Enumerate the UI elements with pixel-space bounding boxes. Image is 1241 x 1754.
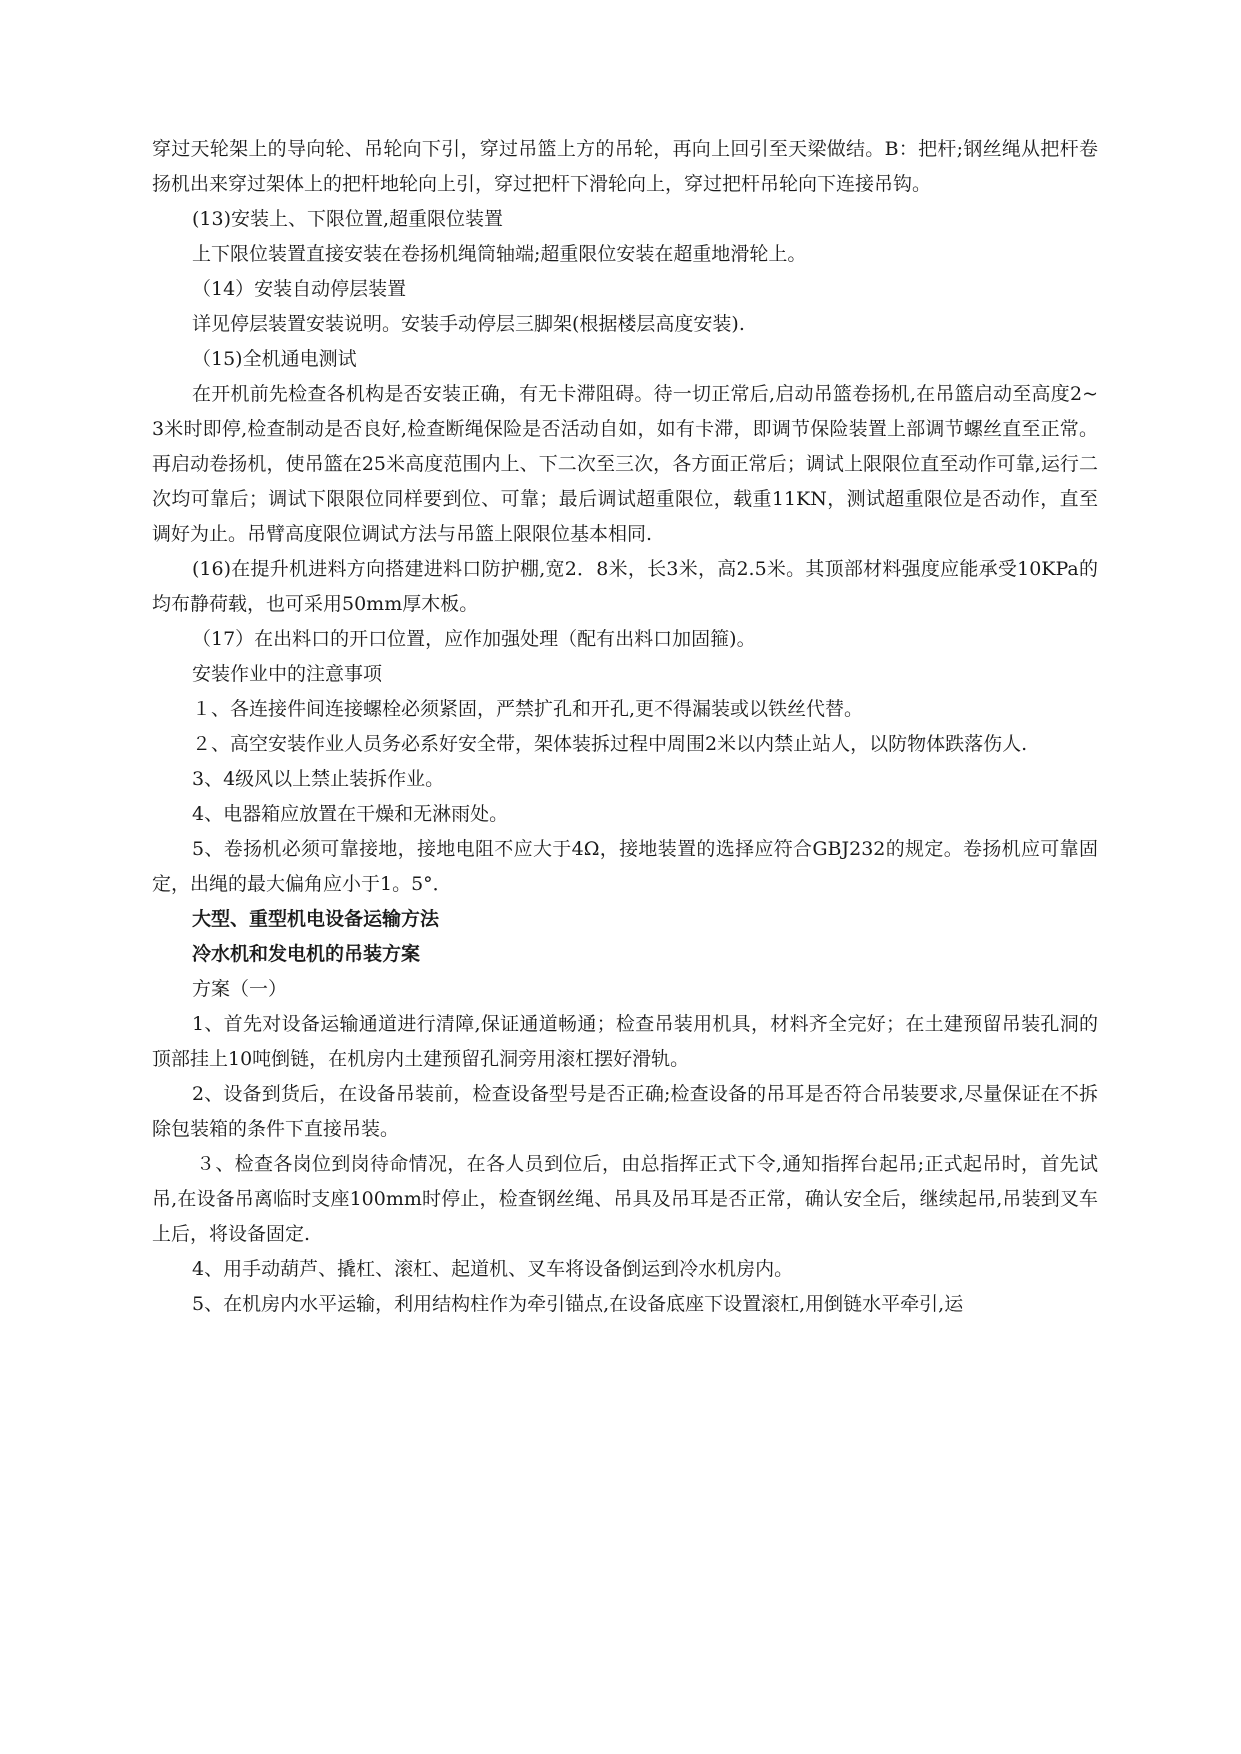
paragraph-note-5: 5、卷扬机必须可靠接地，接地电阻不应大于4Ω，接地装置的选择应符合GBJ232的规定。卷扬机应可靠固定，出绳的最大偏角应小于1。5°．	[152, 838, 1098, 895]
paragraph-protective-shed: (16)在提升机进料方向搭建进料口防护棚,宽2．8米，长3米，高2.5米。其顶部材料强度应能承受10KPa的均布静荷载，也可采用50mm厚木板。	[152, 558, 1098, 615]
paragraph-auto-stop-title: （14）安装自动停层装置	[192, 278, 407, 300]
paragraph-power-test-title: （15)全机通电测试	[192, 348, 357, 370]
paragraph-power-test: 在开机前先检查各机构是否安装正确，有无卡滞阻碍。待一切正常后,启动吊篮卷扬机,在吊篮启动至高度2~3米时即停,检查制动是否良好,检查断绳保险是否活动自如，如有卡滞，即调节保险装置上部调节螺丝直至正常。再启动卷扬机，使吊篮在25米高度范围内上、下二次至三次，各方面正常后；调试上限限位直至动作可靠,运行二次均可靠后；调试下限限位同样要到位、可靠；最后调试超重限位，载重11KN，测试超重限位是否动作，直至调好为止。吊臂高度限位调试方法与吊篮上限限位基本相同.	[152, 383, 1098, 545]
paragraph-plan-step-5: 5、在机房内水平运输，利用结构柱作为牵引锚点,在设备底座下设置滚杠,用倒链水平牵引,运	[192, 1293, 964, 1315]
document-page	[152, 132, 1098, 1322]
paragraph-note-1: １、各连接件间连接螺栓必须紧固，严禁扩孔和开孔,更不得漏装或以铁丝代替。	[192, 698, 864, 720]
paragraph-note-4: 4、电器箱应放置在干燥和无淋雨处。	[192, 803, 509, 825]
paragraph-outlet-reinforce: （17）在出料口的开口位置，应作加强处理（配有出料口加固箍)。	[192, 628, 756, 650]
heading-lifting-plan: 冷水机和发电机的吊装方案	[192, 943, 421, 965]
paragraph-hoist-rope: 穿过天轮架上的导向轮、吊轮向下引，穿过吊篮上方的吊轮，再向上回引至天梁做结。B：把杆;钢丝绳从把杆卷扬机出来穿过架体上的把杆地轮向上引，穿过把杆下滑轮向上，穿过把杆吊轮向下连接吊钩。	[152, 138, 1098, 195]
paragraph-note-3: 3、4级风以上禁止装拆作业。	[192, 768, 445, 790]
paragraph-limit-device: 上下限位装置直接安装在卷扬机绳筒轴端;超重限位安装在超重地滑轮上。	[192, 243, 807, 265]
heading-transport-method: 大型、重型机电设备运输方法	[192, 908, 440, 930]
paragraph-note-2: ２、高空安装作业人员务必系好安全带，架体装拆过程中周围2米以内禁止站人，以防物体跌落伤人.	[192, 733, 1028, 755]
paragraph-auto-stop: 详见停层装置安装说明。安装手动停层三脚架(根据楼层高度安装).	[192, 313, 745, 335]
paragraph-plan-step-4: 4、用手动葫芦、撬杠、滚杠、起道机、叉车将设备倒运到冷水机房内。	[192, 1258, 794, 1280]
paragraph-notes-title: 安装作业中的注意事项	[192, 663, 383, 685]
paragraph-plan-step-2: 2、设备到货后，在设备吊装前，检查设备型号是否正确;检查设备的吊耳是否符合吊装要求,尽量保证在不拆除包装箱的条件下直接吊装。	[152, 1083, 1098, 1140]
paragraph-limit-device-title: (13)安装上、下限位置,超重限位装置	[192, 208, 504, 230]
paragraph-plan-step-1: 1、首先对设备运输通道进行清障,保证通道畅通；检查吊装用机具，材料齐全完好；在土建预留吊装孔洞的顶部挂上10吨倒链，在机房内土建预留孔洞旁用滚杠摆好滑轨。	[152, 1013, 1098, 1070]
paragraph-plan-one-title: 方案（一）	[192, 978, 288, 1000]
paragraph-plan-step-3: ３、检查各岗位到岗待命情况，在各人员到位后，由总指挥正式下令,通知指挥台起吊;正式起吊时，首先试吊,在设备吊离临时支座100mm时停止，检查钢丝绳、吊具及吊耳是否正常，确认安全后，继续起吊,吊装到叉车上后，将设备固定.	[152, 1153, 1098, 1245]
